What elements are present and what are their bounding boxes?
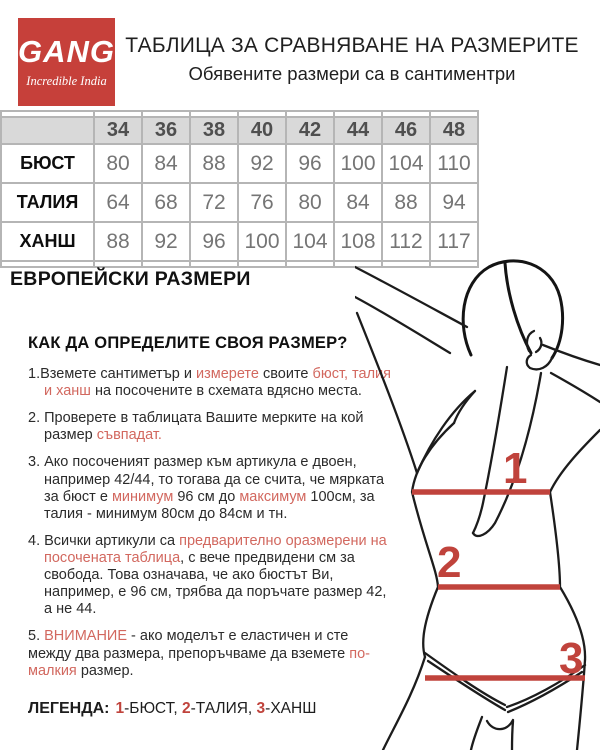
size-value-cell: 92 — [142, 222, 190, 261]
size-column-header: 44 — [334, 117, 382, 144]
measurement-row-label: БЮСТ — [1, 144, 94, 183]
howto-section — [28, 334, 394, 718]
item-text: бюст, талия и ханш — [44, 366, 392, 400]
size-value-cell: 68 — [142, 183, 190, 222]
size-value-cell: 104 — [286, 222, 334, 261]
size-value-cell: 76 — [238, 183, 286, 222]
howto-item-2 — [28, 410, 394, 444]
item-text: Вземете сантиметър и — [40, 366, 196, 382]
table-row — [1, 183, 478, 222]
size-value-cell: 72 — [190, 183, 238, 222]
item-text: ВНИМАНИЕ — [44, 628, 128, 645]
item-text: Проверете в таблицата Вашите мерките на кой размер — [44, 410, 364, 444]
table-corner-cell — [1, 117, 94, 144]
size-comparison-table — [0, 110, 479, 268]
size-column-header: 42 — [286, 117, 334, 144]
item-text: 96 см до — [173, 488, 240, 505]
waist-label: 2 — [437, 538, 462, 587]
legend-part: -ТАЛИЯ, — [190, 699, 257, 717]
size-column-header: 38 — [190, 117, 238, 144]
size-column-header: 34 — [94, 117, 142, 144]
bust-label: 1 — [503, 444, 528, 493]
size-value-cell: 112 — [382, 222, 430, 261]
table-row — [1, 144, 478, 183]
size-value-cell: 110 — [430, 144, 478, 183]
howto-item-1 — [28, 366, 394, 400]
item-text: своите — [258, 366, 313, 382]
size-value-cell: 88 — [94, 222, 142, 261]
item-text: предварително оразмерени на посочената таблица — [44, 532, 387, 566]
legend-part: -ХАНШ — [265, 699, 317, 717]
item-text: съвпадат. — [96, 427, 162, 444]
item-text: минимум — [111, 488, 174, 505]
measurement-row-label: ТАЛИЯ — [1, 183, 94, 222]
item-number: 5. — [28, 628, 45, 645]
legend-parts — [115, 700, 316, 717]
page-title: ТАБЛИЦА ЗА СРАВНЯВАНЕ НА РАЗМЕРИТЕ — [125, 34, 579, 57]
item-text: , с вече предвидени см за свобода. Това означава, че ако бюстът Ви, например, е 96 см, трябва да поръчате размер 42, а не 44. — [44, 549, 387, 618]
item-text: измерете — [195, 366, 259, 382]
item-text: Ако посоченият размер към артикула е двоен, например 42/44, то тогава да се счита, че мярката за бюст е — [44, 454, 385, 505]
legend-part: 3 — [256, 699, 266, 717]
size-value-cell: 80 — [94, 144, 142, 183]
item-text: Всички артикули са — [44, 532, 180, 549]
size-value-cell: 88 — [382, 183, 430, 222]
size-value-cell: 92 — [238, 144, 286, 183]
legend-part: -БЮСТ, — [124, 699, 182, 717]
size-value-cell: 108 — [334, 222, 382, 261]
size-column-header: 36 — [142, 117, 190, 144]
size-value-cell: 88 — [190, 144, 238, 183]
size-value-cell: 84 — [142, 144, 190, 183]
item-number: 4. — [28, 532, 45, 549]
size-value-cell: 84 — [334, 183, 382, 222]
size-value-cell: 104 — [382, 144, 430, 183]
item-text: на посочените в схемата вдясно места. — [90, 383, 362, 400]
figure-svg — [355, 255, 600, 750]
size-column-header: 40 — [238, 117, 286, 144]
figure-hair — [463, 261, 562, 358]
item-text: максимум — [239, 488, 307, 505]
size-value-cell: 117 — [430, 222, 478, 261]
item-text: размер. — [76, 662, 134, 679]
howto-item-4 — [28, 533, 394, 619]
brand-name: GANG — [18, 33, 115, 69]
item-text: 100см, за талия - минимум 80см до 84см и тн. — [44, 488, 375, 522]
size-value-cell: 100 — [334, 144, 382, 183]
size-value-cell: 96 — [190, 222, 238, 261]
size-column-header: 48 — [430, 117, 478, 144]
body-measurement-figure — [355, 255, 600, 750]
item-number: 2. — [28, 410, 45, 427]
size-value-cell: 80 — [286, 183, 334, 222]
item-text: - ако моделът е еластичен и сте между два размера, препоръчваме да вземете — [28, 628, 350, 662]
howto-title: КАК ДА ОПРЕДЕЛИТЕ СВОЯ РАЗМЕР? — [28, 334, 348, 352]
legend-part: 1 — [115, 699, 125, 717]
item-number: 3. — [28, 454, 45, 471]
legend-part: 2 — [181, 699, 191, 717]
size-value-cell: 100 — [238, 222, 286, 261]
howto-item-5 — [28, 628, 394, 679]
item-text: по-малкия — [28, 645, 370, 679]
size-column-header: 46 — [382, 117, 430, 144]
item-number: 1. — [28, 366, 41, 382]
brand-logo — [18, 18, 115, 106]
hip-label: 3 — [559, 634, 584, 683]
legend-label: ЛЕГЕНДА: — [28, 699, 110, 717]
legend — [28, 700, 394, 718]
page-subtitle: Обявените размери са в сантиментри — [188, 63, 516, 84]
section-title-european-sizes: ЕВРОПЕЙСКИ РАЗМЕРИ — [10, 268, 251, 290]
size-value-cell: 64 — [94, 183, 142, 222]
measurement-row-label: ХАНШ — [1, 222, 94, 261]
brand-tagline: Incredible India — [26, 73, 107, 88]
howto-item-3 — [28, 454, 394, 522]
howto-item-list — [28, 366, 394, 680]
size-value-cell: 94 — [430, 183, 478, 222]
table-header-row — [1, 117, 478, 144]
size-value-cell: 96 — [286, 144, 334, 183]
header-titles — [118, 34, 586, 85]
